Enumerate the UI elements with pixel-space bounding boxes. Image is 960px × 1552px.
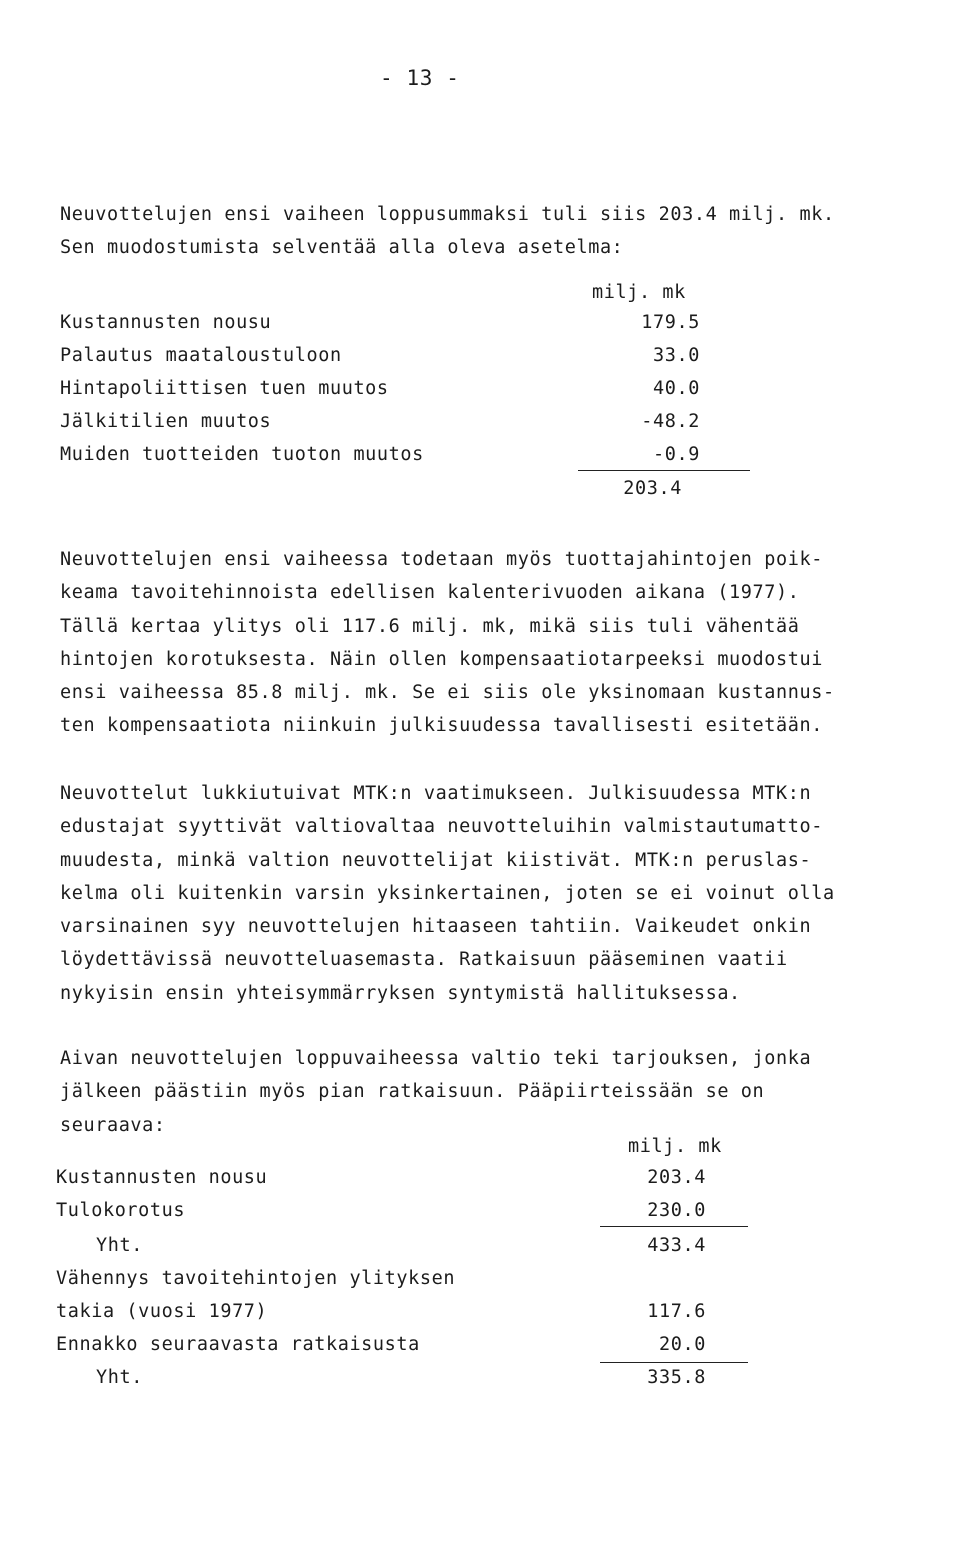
text-line: ten kompensaatiota niinkuin julkisuudessa tavallisesti esitetään. <box>60 715 823 737</box>
text-line: Neuvottelujen ensi vaiheessa todetaan myös tuottajahintojen poik- <box>60 549 823 570</box>
text-line: varsinainen syy neuvottelujen hitaaseen tahtiin. Vaikeudet onkin <box>60 916 812 938</box>
row-label: Vähennys tavoitehintojen ylityksen <box>56 1268 456 1289</box>
row-value: 335.8 <box>647 1367 706 1388</box>
sum-rule <box>578 470 750 471</box>
text-line: kelma oli kuitenkin varsin yksinkertainen, joten se ei voinut olla <box>60 882 835 904</box>
table1-total: 203.4 <box>623 478 682 499</box>
text-line: ensi vaiheessa 85.8 milj. mk. Se ei siis ole yksinomaan kustannus- <box>60 682 835 704</box>
paragraph-2 <box>60 543 940 743</box>
row-value: -48.2 <box>641 411 700 432</box>
text-line: seuraava: <box>60 1114 166 1136</box>
intro-paragraph <box>60 198 940 265</box>
paragraph-3 <box>60 777 940 1010</box>
paragraph-4 <box>60 1042 940 1142</box>
row-label: Kustannusten nousu <box>60 312 272 333</box>
row-value: 230.0 <box>647 1200 706 1221</box>
table1-unit-header: milj. mk <box>592 282 686 303</box>
sum-rule <box>600 1362 748 1363</box>
row-value: 33.0 <box>653 345 700 366</box>
text-line: Sen muodostumista selventää alla oleva asetelma: <box>60 237 624 259</box>
text-line: jälkeen päästiin myös pian ratkaisuun. Pääpiirteissään se on <box>60 1081 765 1103</box>
row-label: Hintapoliittisen tuen muutos <box>60 378 389 399</box>
row-value: 203.4 <box>647 1167 706 1188</box>
sum-rule <box>600 1226 748 1227</box>
text-line: muudesta, minkä valtion neuvottelijat kiistivät. MTK:n peruslas- <box>60 849 812 871</box>
text-line: Aivan neuvottelujen loppuvaiheessa valtio teki tarjouksen, jonka <box>60 1048 812 1069</box>
row-value: 40.0 <box>653 378 700 399</box>
row-value: 433.4 <box>647 1235 706 1256</box>
text-line: nykyisin ensin yhteisymmärryksen syntymistä hallituksessa. <box>60 982 741 1004</box>
text-line: Tällä kertaa ylitys oli 117.6 milj. mk, mikä siis tuli vähentää <box>60 615 800 637</box>
row-label: Yht. <box>96 1235 143 1256</box>
row-label: Tulokorotus <box>56 1200 186 1221</box>
row-label: Kustannusten nousu <box>56 1167 268 1188</box>
text-line: hintojen korotuksesta. Näin ollen kompensaatiotarpeeksi muodostui <box>60 648 823 670</box>
row-label: takia (vuosi 1977) <box>56 1301 268 1322</box>
text-line: löydettävissä neuvotteluasemasta. Ratkaisuun pääseminen vaatii <box>60 949 788 971</box>
text-line: edustajat syyttivät valtiovaltaa neuvotteluihin valmistautumatto- <box>60 816 823 838</box>
row-value: -0.9 <box>653 444 700 465</box>
text-line: keama tavoitehinnoista edellisen kalenterivuoden aikana (1977). <box>60 582 800 604</box>
table2-unit-header: milj. mk <box>628 1136 722 1157</box>
row-label: Palautus maataloustuloon <box>60 345 342 366</box>
row-value: 20.0 <box>659 1334 706 1355</box>
row-label: Jälkitilien muutos <box>60 411 272 432</box>
text-line: Neuvottelut lukkiutuivat MTK:n vaatimukseen. Julkisuudessa MTK:n <box>60 783 812 804</box>
row-label: Ennakko seuraavasta ratkaisusta <box>56 1334 420 1355</box>
row-label: Yht. <box>96 1367 143 1388</box>
text-line: Neuvottelujen ensi vaiheen loppusummaksi tuli siis 203.4 milj. mk. <box>60 204 835 225</box>
row-value: 179.5 <box>641 312 700 333</box>
row-label: Muiden tuotteiden tuoton muutos <box>60 444 424 465</box>
row-value: 117.6 <box>647 1301 706 1322</box>
page-number: - 13 - <box>380 66 460 90</box>
